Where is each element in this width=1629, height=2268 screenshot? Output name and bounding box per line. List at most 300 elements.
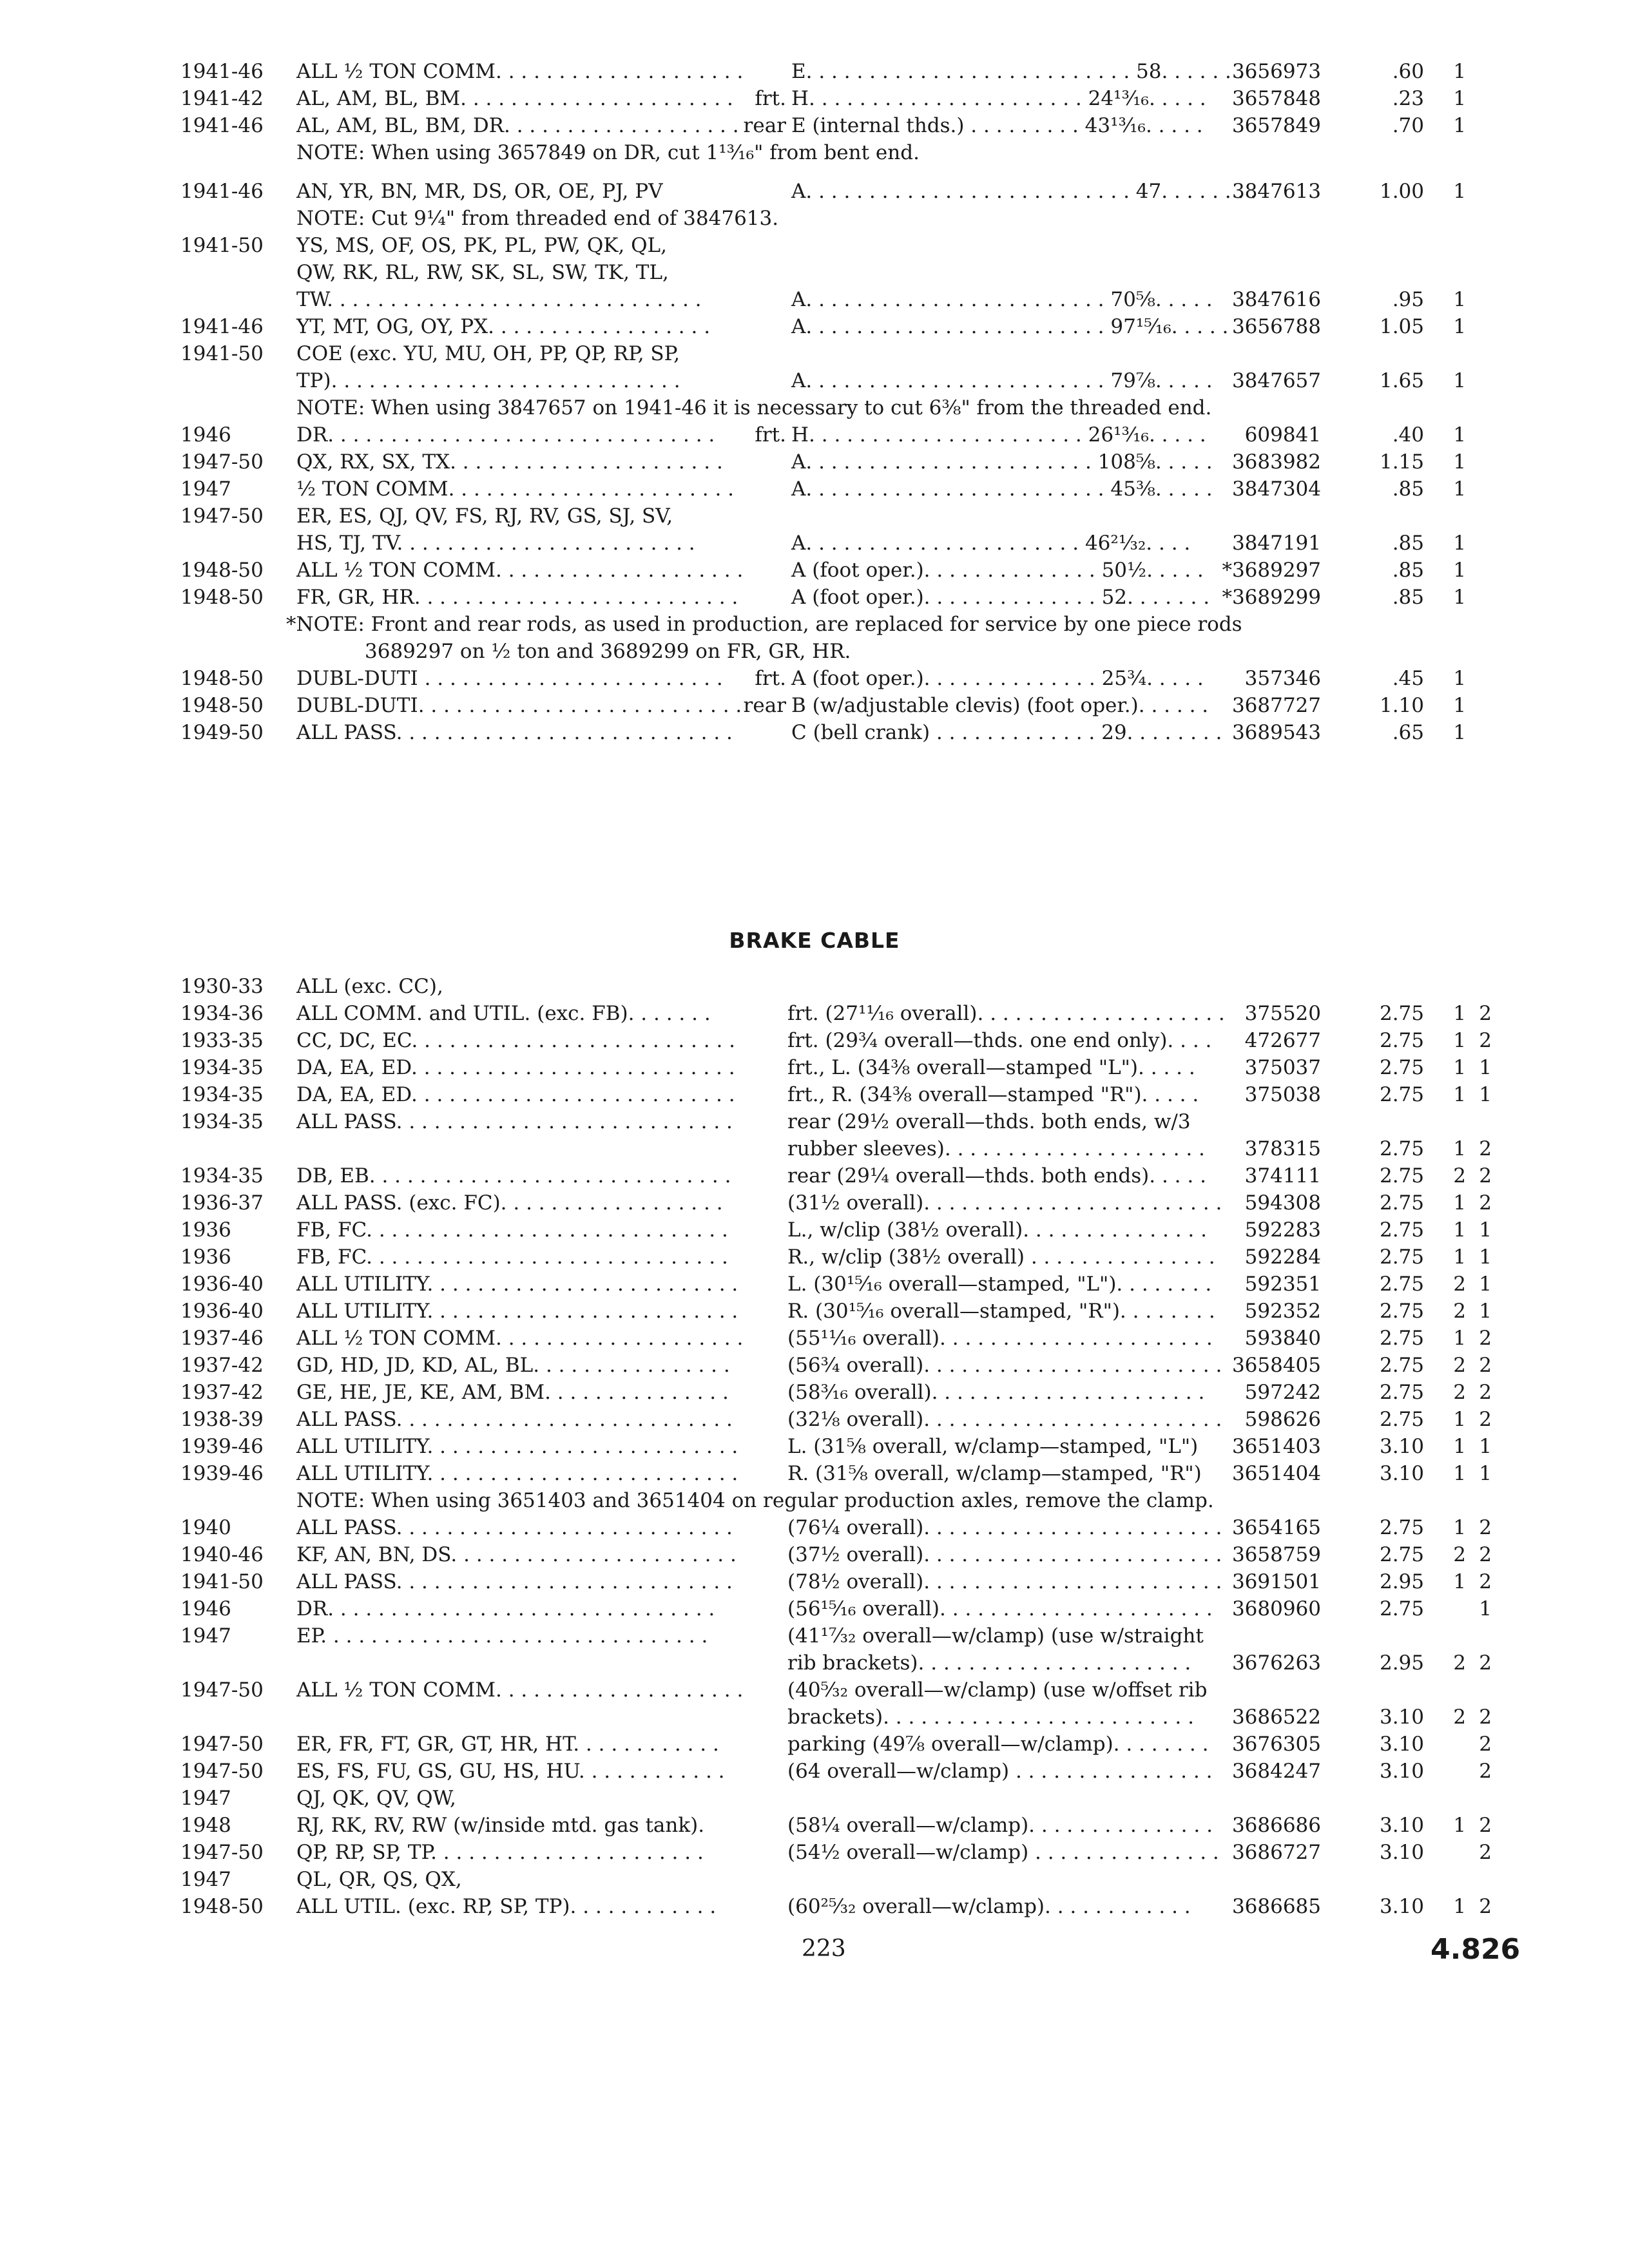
model-cell: AN, YR, BN, MR, DS, OR, OE, PJ, PV xyxy=(296,180,663,203)
quantity-cell: 2 xyxy=(1479,1408,1492,1431)
table-row xyxy=(0,1893,1629,1920)
quantity-cell: 1 xyxy=(1453,180,1466,203)
model-cell: ALL UTILITY. . . . . . . . . . . . . . . . . . . . . . . . . xyxy=(296,1273,738,1296)
model-cell: ALL PASS. (exc. FC). . . . . . . . . . . . . . . . . . xyxy=(296,1191,723,1215)
table-row xyxy=(0,1081,1629,1108)
table-row xyxy=(0,1649,1629,1677)
part-number-cell: 3657848 xyxy=(1231,87,1321,110)
part-number-cell: 3651403 xyxy=(1231,1435,1321,1458)
price-cell: 1.05 xyxy=(1379,315,1424,338)
description-cell: (56¾ overall). . . . . . . . . . . . . . . . . . . . . . . . xyxy=(787,1354,1222,1377)
note-text: NOTE: Cut 9¼" from threaded end of 3847613. xyxy=(296,207,779,230)
year-cell: 1941-50 xyxy=(180,234,264,257)
quantity-cell: 2 xyxy=(1453,1354,1466,1377)
year-cell: 1937-42 xyxy=(180,1381,264,1404)
part-number-cell: *3689299 xyxy=(1222,586,1321,609)
model-cell: ALL UTILITY. . . . . . . . . . . . . . . . . . . . . . . . . xyxy=(296,1462,738,1485)
price-cell: 2.75 xyxy=(1379,1056,1424,1079)
price-cell: 1.00 xyxy=(1379,180,1424,203)
note-row xyxy=(0,394,1629,421)
description-cell: frt. (27¹¹⁄₁₆ overall). . . . . . . . . . . . . . . . . . . . xyxy=(787,1002,1225,1025)
description-cell: A. . . . . . . . . . . . . . . . . . . . . . . . 79⅞. . . . . xyxy=(791,369,1213,392)
model-cell: TP). . . . . . . . . . . . . . . . . . . . . . . . . . . . xyxy=(296,369,680,392)
price-cell: .85 xyxy=(1392,532,1424,555)
description-cell: brackets). . . . . . . . . . . . . . . . . . . . . . . . . xyxy=(787,1706,1194,1729)
year-cell: 1941-46 xyxy=(180,180,264,203)
quantity-cell: 1 xyxy=(1453,1814,1466,1837)
part-number-cell: 3676305 xyxy=(1231,1733,1321,1756)
year-cell: 1947 xyxy=(180,477,231,501)
description-cell: (41¹⁷⁄₃₂ overall—w/clamp) (use w/straight xyxy=(787,1624,1204,1648)
price-cell: .85 xyxy=(1392,559,1424,582)
part-number-cell: 3651404 xyxy=(1231,1462,1321,1485)
year-cell: 1948-50 xyxy=(180,1895,264,1918)
price-cell: .45 xyxy=(1392,667,1424,690)
quantity-cell: 1 xyxy=(1453,1516,1466,1539)
note-text: NOTE: When using 3657849 on DR, cut 1¹³⁄₁₆" from bent end. xyxy=(296,141,920,164)
part-number-cell: 375520 xyxy=(1244,1002,1321,1025)
description-cell: (32⅛ overall). . . . . . . . . . . . . . . . . . . . . . . . xyxy=(787,1408,1222,1431)
table-row xyxy=(0,232,1629,259)
model-cell: QL, QR, QS, QX, xyxy=(296,1868,462,1891)
price-cell: .85 xyxy=(1392,586,1424,609)
part-number-cell: 594308 xyxy=(1244,1191,1321,1215)
brake-cable-table xyxy=(0,973,1629,1920)
year-cell: 1934-35 xyxy=(180,1056,264,1079)
table-row xyxy=(0,1000,1629,1027)
model-cell: QX, RX, SX, TX. . . . . . . . . . . . . . . . . . . . . . xyxy=(296,450,723,474)
quantity-cell: 1 xyxy=(1453,1245,1466,1269)
note-text: 3689297 on ½ ton and 3689299 on FR, GR, HR. xyxy=(365,640,851,663)
description-cell: E. . . . . . . . . . . . . . . . . . . . . . . . . . 58. . . . . . . . xyxy=(791,60,1257,83)
year-cell: 1939-46 xyxy=(180,1462,264,1485)
model-cell: FR, GR, HR. . . . . . . . . . . . . . . . . . . . . . . . . . xyxy=(296,586,738,609)
description-cell: rear (29¼ overall—thds. both ends). . . . . xyxy=(787,1164,1206,1187)
quantity-cell: 1 xyxy=(1479,1083,1492,1106)
description-cell: C (bell crank) . . . . . . . . . . . . . 29. . . . . . . . xyxy=(791,721,1222,744)
quantity-cell: 2 xyxy=(1479,1354,1492,1377)
part-number-cell: 3654165 xyxy=(1231,1516,1321,1539)
price-cell: .65 xyxy=(1392,721,1424,744)
quantity-cell: 1 xyxy=(1453,1056,1466,1079)
price-cell: 2.75 xyxy=(1379,1543,1424,1566)
quantity-cell: 2 xyxy=(1453,1273,1466,1296)
quantity-cell: 1 xyxy=(1453,114,1466,137)
description-cell: (78½ overall). . . . . . . . . . . . . . . . . . . . . . . . xyxy=(787,1570,1222,1593)
year-cell: 1930-33 xyxy=(180,975,264,998)
model-cell: DR. . . . . . . . . . . . . . . . . . . . . . . . . . . . . . . xyxy=(296,423,715,447)
table-row xyxy=(0,665,1629,692)
table-row xyxy=(0,1271,1629,1298)
table-row xyxy=(0,313,1629,340)
part-number-cell: 3676263 xyxy=(1231,1651,1321,1675)
table-row xyxy=(0,1108,1629,1135)
table-row xyxy=(0,259,1629,286)
year-cell: 1947-50 xyxy=(180,1760,264,1783)
year-cell: 1947-50 xyxy=(180,505,264,528)
table-row xyxy=(0,1812,1629,1839)
table-row xyxy=(0,1027,1629,1054)
price-cell: 2.75 xyxy=(1379,1191,1424,1215)
description-cell: A. . . . . . . . . . . . . . . . . . . . . . . . 70⅝. . . . . xyxy=(791,288,1213,311)
table-row xyxy=(0,1298,1629,1325)
year-cell: 1946 xyxy=(180,1597,231,1620)
year-cell: 1941-46 xyxy=(180,60,264,83)
price-cell: .60 xyxy=(1392,60,1424,83)
quantity-cell: 1 xyxy=(1453,1002,1466,1025)
table-row xyxy=(0,85,1629,112)
price-cell: 2.75 xyxy=(1379,1381,1424,1404)
part-number-cell: 3689543 xyxy=(1231,721,1321,744)
year-cell: 1936-37 xyxy=(180,1191,264,1215)
description-cell: (60²⁵⁄₃₂ overall—w/clamp). . . . . . . . . . . . xyxy=(787,1895,1191,1918)
model-cell: GE, HE, JE, KE, AM, BM. . . . . . . . . . . . . . . xyxy=(296,1381,729,1404)
part-number-cell: 592283 xyxy=(1244,1218,1321,1242)
part-number-cell: 597242 xyxy=(1244,1381,1321,1404)
year-cell: 1948-50 xyxy=(180,667,264,690)
quantity-cell: 2 xyxy=(1479,1516,1492,1539)
note-text: NOTE: When using 3847657 on 1941-46 it is necessary to cut 6⅜" from the threaded end. xyxy=(296,396,1212,419)
model-cell: QJ, QK, QV, QW, xyxy=(296,1787,456,1810)
quantity-cell: 1 xyxy=(1479,1435,1492,1458)
description-cell: A. . . . . . . . . . . . . . . . . . . . . . . . . . 47. . . . . . . . xyxy=(791,180,1257,203)
year-cell: 1936-40 xyxy=(180,1300,264,1323)
quantity-cell: 2 xyxy=(1479,1760,1492,1783)
table-row xyxy=(0,1325,1629,1352)
quantity-cell: 1 xyxy=(1453,667,1466,690)
table-row xyxy=(0,340,1629,367)
quantity-cell: 1 xyxy=(1479,1218,1492,1242)
part-number-cell: 3658405 xyxy=(1231,1354,1321,1377)
part-number-cell: 3658759 xyxy=(1231,1543,1321,1566)
quantity-cell: 1 xyxy=(1453,1191,1466,1215)
part-number-cell: 375037 xyxy=(1244,1056,1321,1079)
model-cell: AL, AM, BL, BM, DR. . . . . . . . . . . . . . . . . . . xyxy=(296,114,739,137)
model-cell: AL, AM, BL, BM. . . . . . . . . . . . . . . . . . . . . . xyxy=(296,87,733,110)
year-cell: 1937-46 xyxy=(180,1327,264,1350)
table-row xyxy=(0,503,1629,530)
quantity-cell: 1 xyxy=(1453,423,1466,447)
model-cell: ER, FR, FT, GR, GT, HR, HT. . . . . . . . . . . . xyxy=(296,1733,719,1756)
model-cell: FB, FC. . . . . . . . . . . . . . . . . . . . . . . . . . . . . xyxy=(296,1218,728,1242)
description-cell: (31½ overall). . . . . . . . . . . . . . . . . . . . . . . . xyxy=(787,1191,1222,1215)
table-row xyxy=(0,692,1629,719)
year-cell: 1948 xyxy=(180,1814,231,1837)
year-cell: 1934-36 xyxy=(180,1002,264,1025)
table-row xyxy=(0,1433,1629,1460)
quantity-cell: 1 xyxy=(1453,288,1466,311)
quantity-cell: 1 xyxy=(1453,1083,1466,1106)
model-cell: ALL PASS. . . . . . . . . . . . . . . . . . . . . . . . . . . xyxy=(296,1408,733,1431)
price-cell: 2.75 xyxy=(1379,1300,1424,1323)
quantity-cell: 1 xyxy=(1453,1029,1466,1052)
description-cell: E (internal thds.) . . . . . . . . . 43¹³⁄₁₆. . . . . xyxy=(791,114,1203,137)
table-row xyxy=(0,58,1629,85)
table-row xyxy=(0,1244,1629,1271)
model-cell: DA, EA, ED. . . . . . . . . . . . . . . . . . . . . . . . . . xyxy=(296,1056,735,1079)
part-number-cell: 3680960 xyxy=(1231,1597,1321,1620)
price-cell: .23 xyxy=(1392,87,1424,110)
year-cell: 1947-50 xyxy=(180,450,264,474)
description-cell: (58³⁄₁₆ overall). . . . . . . . . . . . . . . . . . . . . . xyxy=(787,1381,1205,1404)
year-cell: 1937-42 xyxy=(180,1354,264,1377)
year-cell: 1941-46 xyxy=(180,114,264,137)
model-cell: DUBL-DUTI. . . . . . . . . . . . . . . . . . . . . . . . . . xyxy=(296,694,742,717)
model-cell: ALL PASS. . . . . . . . . . . . . . . . . . . . . . . . . . . xyxy=(296,721,733,744)
price-cell: 2.75 xyxy=(1379,1245,1424,1269)
table-row xyxy=(0,1406,1629,1433)
price-cell: 2.95 xyxy=(1379,1570,1424,1593)
quantity-cell: 1 xyxy=(1453,1137,1466,1160)
part-number-cell: 378315 xyxy=(1244,1137,1321,1160)
year-cell: 1947 xyxy=(180,1624,231,1648)
quantity-cell: 1 xyxy=(1453,87,1466,110)
table-row xyxy=(0,1216,1629,1244)
description-cell: frt. (29¾ overall—thds. one end only). . . . xyxy=(787,1029,1212,1052)
price-cell: 3.10 xyxy=(1379,1435,1424,1458)
part-number-cell: 3683982 xyxy=(1231,450,1321,474)
quantity-cell: 2 xyxy=(1453,1706,1466,1729)
table-row xyxy=(0,1352,1629,1379)
year-cell: 1947-50 xyxy=(180,1678,264,1702)
price-cell: 2.75 xyxy=(1379,1083,1424,1106)
price-cell: 2.75 xyxy=(1379,1327,1424,1350)
price-cell: 3.10 xyxy=(1379,1841,1424,1864)
position-cell: rear xyxy=(743,694,786,717)
part-number-cell: 3656788 xyxy=(1231,315,1321,338)
part-number-cell: 609841 xyxy=(1244,423,1321,447)
price-cell: 2.75 xyxy=(1379,1164,1424,1187)
year-cell: 1941-50 xyxy=(180,342,264,365)
quantity-cell: 1 xyxy=(1479,1300,1492,1323)
description-cell: A. . . . . . . . . . . . . . . . . . . . . . . . 45⅜. . . . . xyxy=(791,477,1213,501)
price-cell: 2.95 xyxy=(1379,1651,1424,1675)
model-cell: ALL UTIL. (exc. RP, SP, TP). . . . . . . . . . . . xyxy=(296,1895,717,1918)
part-number-cell: 598626 xyxy=(1244,1408,1321,1431)
model-cell: TW. . . . . . . . . . . . . . . . . . . . . . . . . . . . . . xyxy=(296,288,702,311)
description-cell: A. . . . . . . . . . . . . . . . . . . . . . . . 97¹⁵⁄₁₆. . . . . xyxy=(791,315,1229,338)
price-cell: 2.75 xyxy=(1379,1029,1424,1052)
description-cell: A (foot oper.). . . . . . . . . . . . . . 52. . . . . . . xyxy=(791,586,1210,609)
description-cell: (40⁵⁄₃₂ overall—w/clamp) (use w/offset rib xyxy=(787,1678,1208,1702)
part-number-cell: 375038 xyxy=(1244,1083,1321,1106)
description-cell: A. . . . . . . . . . . . . . . . . . . . . . 46²¹⁄₃₂. . . . xyxy=(791,532,1191,555)
quantity-cell: 2 xyxy=(1479,1029,1492,1052)
description-cell: L. (30¹⁵⁄₁₆ overall—stamped, "L"). . . . . . . . xyxy=(787,1273,1212,1296)
price-cell: 2.75 xyxy=(1379,1218,1424,1242)
model-cell: HS, TJ, TV. . . . . . . . . . . . . . . . . . . . . . . . xyxy=(296,532,695,555)
year-cell: 1934-35 xyxy=(180,1164,264,1187)
description-cell: H. . . . . . . . . . . . . . . . . . . . . . 26¹³⁄₁₆. . . . . xyxy=(791,423,1206,447)
model-cell: QP, RP, SP, TP. . . . . . . . . . . . . . . . . . . . . . xyxy=(296,1841,704,1864)
quantity-cell: 2 xyxy=(1479,1733,1492,1756)
table-row xyxy=(0,1677,1629,1704)
table-row xyxy=(0,178,1629,205)
price-cell: 2.75 xyxy=(1379,1002,1424,1025)
year-cell: 1939-46 xyxy=(180,1435,264,1458)
quantity-cell: 1 xyxy=(1453,60,1466,83)
description-cell: R., w/clip (38½ overall) . . . . . . . . . . . . . . . xyxy=(787,1245,1215,1269)
year-cell: 1946 xyxy=(180,423,231,447)
part-number-cell: 592284 xyxy=(1244,1245,1321,1269)
part-number-cell: 3847304 xyxy=(1231,477,1321,501)
year-cell: 1947-50 xyxy=(180,1733,264,1756)
price-cell: 1.65 xyxy=(1379,369,1424,392)
table-row xyxy=(0,530,1629,557)
quantity-cell: 2 xyxy=(1453,1381,1466,1404)
quantity-cell: 1 xyxy=(1453,1895,1466,1918)
quantity-cell: 2 xyxy=(1479,1651,1492,1675)
table-row xyxy=(0,1054,1629,1081)
model-cell: ½ TON COMM. . . . . . . . . . . . . . . . . . . . . . . xyxy=(296,477,735,501)
position-cell: rear xyxy=(743,114,786,137)
quantity-cell: 1 xyxy=(1453,1327,1466,1350)
description-cell: rubber sleeves). . . . . . . . . . . . . . . . . . . . . xyxy=(787,1137,1205,1160)
description-cell: parking (49⅞ overall—w/clamp). . . . . . . . xyxy=(787,1733,1209,1756)
table-row xyxy=(0,719,1629,746)
description-cell: (55¹¹⁄₁₆ overall). . . . . . . . . . . . . . . . . . . . . . xyxy=(787,1327,1213,1350)
section-title: BRAKE CABLE xyxy=(729,928,900,953)
note-row xyxy=(0,638,1629,665)
table-row xyxy=(0,1704,1629,1731)
model-cell: DR. . . . . . . . . . . . . . . . . . . . . . . . . . . . . . . xyxy=(296,1597,715,1620)
model-cell: KF, AN, BN, DS. . . . . . . . . . . . . . . . . . . . . . . xyxy=(296,1543,737,1566)
quantity-cell: 1 xyxy=(1453,1218,1466,1242)
table-row xyxy=(0,1785,1629,1812)
quantity-cell: 1 xyxy=(1479,1597,1492,1620)
model-cell: ES, FS, FU, GS, GU, HS, HU. . . . . . . . . . . . xyxy=(296,1760,725,1783)
model-cell: CC, DC, EC. . . . . . . . . . . . . . . . . . . . . . . . . . xyxy=(296,1029,736,1052)
price-cell: .40 xyxy=(1392,423,1424,447)
year-cell: 1948-50 xyxy=(180,586,264,609)
table-row xyxy=(0,1758,1629,1785)
quantity-cell: 1 xyxy=(1453,694,1466,717)
table-row xyxy=(0,1839,1629,1866)
price-cell: 2.75 xyxy=(1379,1597,1424,1620)
year-cell: 1940 xyxy=(180,1516,231,1539)
model-cell: ALL PASS. . . . . . . . . . . . . . . . . . . . . . . . . . . xyxy=(296,1516,733,1539)
description-cell: (64 overall—w/clamp) . . . . . . . . . . . . . . . . xyxy=(787,1760,1213,1783)
year-cell: 1947 xyxy=(180,1868,231,1891)
year-cell: 1934-35 xyxy=(180,1110,264,1133)
table-row xyxy=(0,1541,1629,1568)
price-cell: 3.10 xyxy=(1379,1760,1424,1783)
price-cell: 1.10 xyxy=(1379,694,1424,717)
model-cell: GD, HD, JD, KD, AL, BL. . . . . . . . . . . . . . . . xyxy=(296,1354,730,1377)
table-row xyxy=(0,1162,1629,1189)
row-spacer xyxy=(0,166,1629,178)
section-code: 4.826 xyxy=(1431,1933,1521,1966)
model-cell: DA, EA, ED. . . . . . . . . . . . . . . . . . . . . . . . . . xyxy=(296,1083,735,1106)
table-row xyxy=(0,1514,1629,1541)
note-text: *NOTE: Front and rear rods, as used in production, are replaced for service by one piece rods xyxy=(286,613,1242,636)
part-number-cell: 472677 xyxy=(1244,1029,1321,1052)
table-row xyxy=(0,1731,1629,1758)
part-number-cell: *3689297 xyxy=(1222,559,1321,582)
table-row xyxy=(0,421,1629,448)
table-row xyxy=(0,448,1629,476)
quantity-cell: 1 xyxy=(1453,1435,1466,1458)
quantity-cell: 2 xyxy=(1453,1651,1466,1675)
quantity-cell: 1 xyxy=(1479,1273,1492,1296)
note-row xyxy=(0,1487,1629,1514)
part-number-cell: 3691501 xyxy=(1231,1570,1321,1593)
part-number-cell: 3847657 xyxy=(1231,369,1321,392)
quantity-cell: 2 xyxy=(1479,1814,1492,1837)
year-cell: 1941-42 xyxy=(180,87,264,110)
note-row xyxy=(0,205,1629,232)
price-cell: 2.75 xyxy=(1379,1273,1424,1296)
note-row xyxy=(0,139,1629,166)
table-row xyxy=(0,1460,1629,1487)
quantity-cell: 1 xyxy=(1453,721,1466,744)
model-cell: FB, FC. . . . . . . . . . . . . . . . . . . . . . . . . . . . . xyxy=(296,1245,728,1269)
quantity-cell: 2 xyxy=(1453,1164,1466,1187)
year-cell: 1941-46 xyxy=(180,315,264,338)
description-cell: (58¼ overall—w/clamp). . . . . . . . . . . . . . . xyxy=(787,1814,1213,1837)
quantity-cell: 1 xyxy=(1479,1462,1492,1485)
table-row xyxy=(0,973,1629,1000)
part-number-cell: 357346 xyxy=(1244,667,1321,690)
quantity-cell: 1 xyxy=(1453,477,1466,501)
table-row xyxy=(0,286,1629,313)
model-cell: ALL (exc. CC), xyxy=(296,975,443,998)
year-cell: 1940-46 xyxy=(180,1543,264,1566)
quantity-cell: 2 xyxy=(1479,1543,1492,1566)
quantity-cell: 2 xyxy=(1453,1300,1466,1323)
model-cell: RJ, RK, RV, RW (w/inside mtd. gas tank). xyxy=(296,1814,705,1837)
quantity-cell: 1 xyxy=(1453,450,1466,474)
model-cell: ALL ½ TON COMM. . . . . . . . . . . . . . . . . . . . xyxy=(296,1327,744,1350)
price-cell: 3.10 xyxy=(1379,1706,1424,1729)
table-row xyxy=(0,584,1629,611)
table-row xyxy=(0,1379,1629,1406)
price-cell: 2.75 xyxy=(1379,1354,1424,1377)
price-cell: 3.10 xyxy=(1379,1733,1424,1756)
part-number-cell: 3687727 xyxy=(1231,694,1321,717)
description-cell: (37½ overall). . . . . . . . . . . . . . . . . . . . . . . . xyxy=(787,1543,1222,1566)
part-number-cell: 592352 xyxy=(1244,1300,1321,1323)
quantity-cell: 1 xyxy=(1453,586,1466,609)
description-cell: (56¹⁵⁄₁₆ overall). . . . . . . . . . . . . . . . . . . . . . xyxy=(787,1597,1213,1620)
year-cell: 1947 xyxy=(180,1787,231,1810)
table-row xyxy=(0,1568,1629,1595)
year-cell: 1933-35 xyxy=(180,1029,264,1052)
price-cell: .70 xyxy=(1392,114,1424,137)
table-row xyxy=(0,1866,1629,1893)
quantity-cell: 1 xyxy=(1453,1408,1466,1431)
description-cell: rib brackets). . . . . . . . . . . . . . . . . . . . . . xyxy=(787,1651,1191,1675)
description-cell: (54½ overall—w/clamp) . . . . . . . . . . . . . . . xyxy=(787,1841,1219,1864)
description-cell: L. (31⅝ overall, w/clamp—stamped, "L") xyxy=(787,1435,1199,1458)
table-row xyxy=(0,476,1629,503)
model-cell: ALL ½ TON COMM. . . . . . . . . . . . . . . . . . . . xyxy=(296,559,744,582)
quantity-cell: 1 xyxy=(1453,532,1466,555)
note-row xyxy=(0,611,1629,638)
description-cell: R. (31⅝ overall, w/clamp—stamped, "R") xyxy=(787,1462,1202,1485)
part-number-cell: 3847616 xyxy=(1231,288,1321,311)
quantity-cell: 1 xyxy=(1453,1570,1466,1593)
model-cell: ALL ½ TON COMM. . . . . . . . . . . . . . . . . . . . xyxy=(296,1678,744,1702)
table-row xyxy=(0,367,1629,394)
quantity-cell: 1 xyxy=(1479,1245,1492,1269)
price-cell: 2.75 xyxy=(1379,1137,1424,1160)
quantity-cell: 2 xyxy=(1479,1381,1492,1404)
description-cell: B (w/adjustable clevis) (foot oper.). . . . . . xyxy=(791,694,1209,717)
year-cell: 1948-50 xyxy=(180,559,264,582)
price-cell: 2.75 xyxy=(1379,1516,1424,1539)
quantity-cell: 2 xyxy=(1479,1327,1492,1350)
